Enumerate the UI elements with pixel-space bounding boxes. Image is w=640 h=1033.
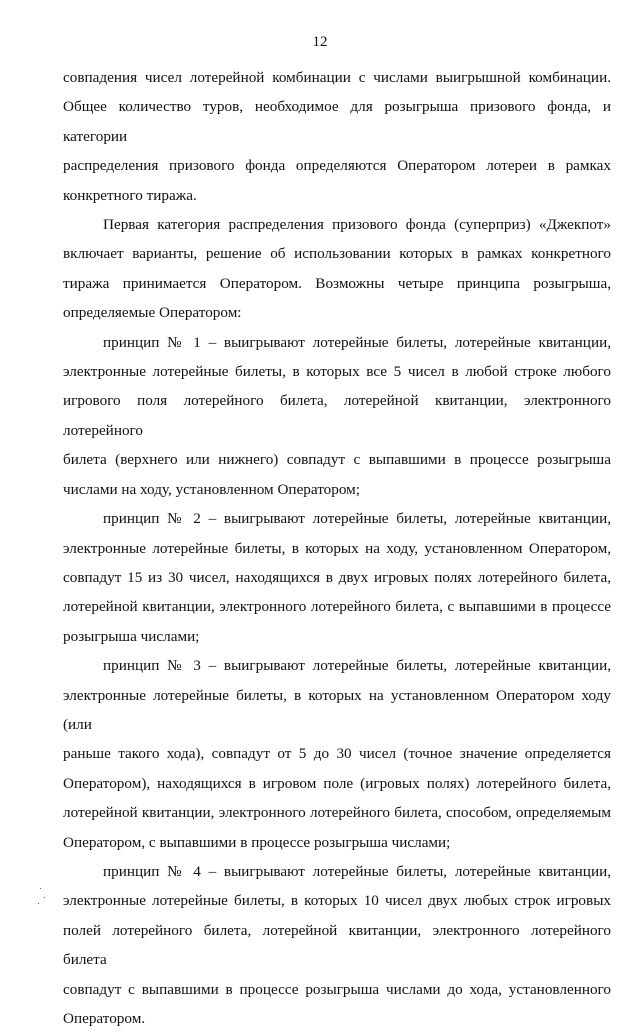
text-line: совпадут с выпавшими в процессе розыгрыша числами до хода, установленного [63,980,611,998]
text-line: лотерейной квитанции, электронного лотерейного билета, способом, определяемым [63,804,611,822]
paragraph-principle-4 [63,857,611,1033]
paragraph-1 [63,63,611,210]
text-line: конкретного тиража. [63,186,197,204]
text-line: электронные лотерейные билеты, в которых все 5 чисел в любой строке любого [63,363,611,381]
text-line: принцип № 3 – выигрывают лотерейные билеты, лотерейные квитанции, [103,657,611,675]
text-line: включает варианты, решение об использовании которых в рамках конкретного [63,245,611,263]
scan-artifact [44,897,45,898]
scan-artifact [40,888,41,889]
text-line: раньше такого хода), совпадут от 5 до 30 чисел (точное значение определяется [63,745,611,763]
text-line: совпадения чисел лотерейной комбинации с числами выигрышной комбинации. [63,69,611,86]
text-line: принцип № 1 – выигрывают лотерейные билеты, лотерейные квитанции, [103,333,611,351]
text-line: совпадут 15 из 30 чисел, находящихся в двух игровых полях лотерейного билета, [63,568,611,586]
text-line: Оператором, с выпавшими в процессе розыгрыша числами; [63,833,451,851]
text-line: электронные лотерейные билеты, в которых 10 чисел двух любых строк игровых [63,892,611,910]
paragraph-principle-2 [63,504,611,651]
page-number: 12 [312,34,328,50]
text-line: полей лотерейного билета, лотерейной квитанции, электронного лотерейного билета [63,921,611,969]
text-line: распределения призового фонда определяются Оператором лотереи в рамках [63,157,611,175]
text-line: принцип № 2 – выигрывают лотерейные билеты, лотерейные квитанции, [103,510,611,528]
text-line: принцип № 4 – выигрывают лотерейные билеты, лотерейные квитанции, [103,862,611,880]
text-line: электронные лотерейные билеты, в которых на установленном Оператором ходу (или [63,686,611,733]
text-line: Оператором. [63,1010,146,1027]
text-line: розыгрыша числами; [63,627,200,645]
text-line: лотерейной квитанции, электронного лотерейного билета, с выпавшими в процессе [63,598,611,616]
paragraph-2 [63,210,611,328]
text-line: числами на ходу, установленном Оператором; [63,480,361,498]
text-line: Первая категория распределения призового фонда (суперприз) «Джекпот» [103,216,611,234]
document-body [63,63,611,1033]
text-line: тиража принимается Оператором. Возможны четыре принципа розыгрыша, [63,274,611,292]
paragraph-principle-1 [63,328,611,504]
scan-artifact [38,903,39,904]
text-line: игрового поля лотерейного билета, лотерейной квитанции, электронного лотерейного [63,392,611,439]
text-line: Оператором), находящихся в игровом поле (игровых полях) лотерейного билета, [63,774,611,792]
paragraph-principle-3 [63,651,611,857]
text-line: Общее количество туров, необходимое для розыгрыша призового фонда, и категории [63,98,611,145]
text-line: определяемые Оператором: [63,304,242,322]
text-line: электронные лотерейные билеты, в которых на ходу, установленном Оператором, [63,539,611,557]
text-line: билета (верхнего или нижнего) совпадут с выпавшими в процессе розыгрыша [63,451,611,469]
